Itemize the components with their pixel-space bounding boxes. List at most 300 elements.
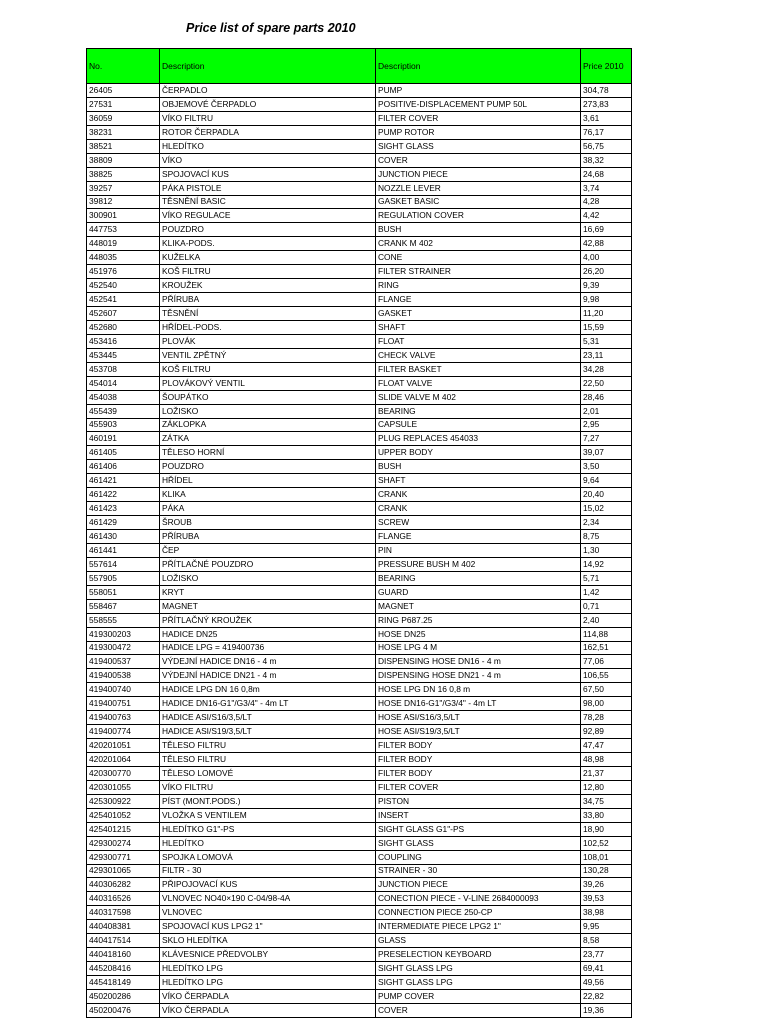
description-cz-cell: HADICE LPG = 419400736 — [160, 641, 376, 655]
part-number-cell: 461421 — [87, 474, 160, 488]
part-number-cell: 461406 — [87, 460, 160, 474]
description-en-cell: PUMP COVER — [376, 989, 581, 1003]
part-number-cell: 452541 — [87, 293, 160, 307]
table-row — [87, 474, 632, 488]
table-row — [87, 84, 632, 98]
part-number-cell: 557614 — [87, 557, 160, 571]
description-cz-cell: ČERPADLO — [160, 84, 376, 98]
price-cell: 2,40 — [581, 613, 632, 627]
description-en-cell: SIGHT GLASS G1"-PS — [376, 822, 581, 836]
part-number-cell: 455903 — [87, 418, 160, 432]
part-number-cell: 26405 — [87, 84, 160, 98]
table-row — [87, 794, 632, 808]
price-cell: 38,98 — [581, 906, 632, 920]
table-row — [87, 725, 632, 739]
price-cell: 130,28 — [581, 864, 632, 878]
part-number-cell: 448019 — [87, 237, 160, 251]
table-row — [87, 627, 632, 641]
part-number-cell: 419400763 — [87, 711, 160, 725]
price-cell: 56,75 — [581, 139, 632, 153]
description-cz-cell: HADICE DN25 — [160, 627, 376, 641]
description-cz-cell: MAGNET — [160, 599, 376, 613]
table-row — [87, 307, 632, 321]
description-en-cell: FILTER COVER — [376, 111, 581, 125]
table-row — [87, 320, 632, 334]
table-row — [87, 641, 632, 655]
part-number-cell: 454014 — [87, 376, 160, 390]
description-cz-cell: TĚLESO HORNÍ — [160, 446, 376, 460]
description-cz-cell: PŘIPOJOVACÍ KUS — [160, 878, 376, 892]
table-row — [87, 390, 632, 404]
part-number-cell: 451976 — [87, 265, 160, 279]
table-row — [87, 920, 632, 934]
table-row — [87, 97, 632, 111]
price-cell: 5,31 — [581, 334, 632, 348]
description-en-cell: BUSH — [376, 223, 581, 237]
price-cell: 1,42 — [581, 585, 632, 599]
description-en-cell: PUMP — [376, 84, 581, 98]
table-row — [87, 1003, 632, 1017]
table-row — [87, 934, 632, 948]
description-en-cell: CHECK VALVE — [376, 348, 581, 362]
part-number-cell: 38809 — [87, 153, 160, 167]
description-en-cell: FLANGE — [376, 530, 581, 544]
description-en-cell: SHAFT — [376, 474, 581, 488]
description-en-cell: SLIDE VALVE M 402 — [376, 390, 581, 404]
description-cz-cell: PÁKA PISTOLE — [160, 181, 376, 195]
description-cz-cell: VÝDEJNÍ HADICE DN16 - 4 m — [160, 655, 376, 669]
table-row — [87, 822, 632, 836]
part-number-cell: 419400537 — [87, 655, 160, 669]
price-cell: 76,17 — [581, 125, 632, 139]
price-cell: 8,75 — [581, 530, 632, 544]
description-en-cell: JUNCTION PIECE — [376, 167, 581, 181]
table-row — [87, 376, 632, 390]
price-cell: 9,64 — [581, 474, 632, 488]
description-cz-cell: POUZDRO — [160, 460, 376, 474]
price-cell: 4,00 — [581, 251, 632, 265]
description-en-cell: FLANGE — [376, 293, 581, 307]
description-en-cell: SCREW — [376, 516, 581, 530]
price-cell: 19,36 — [581, 1003, 632, 1017]
part-number-cell: 445208416 — [87, 962, 160, 976]
description-en-cell: MAGNET — [376, 599, 581, 613]
price-cell: 39,07 — [581, 446, 632, 460]
price-cell: 38,32 — [581, 153, 632, 167]
part-number-cell: 38521 — [87, 139, 160, 153]
price-cell: 47,47 — [581, 739, 632, 753]
price-cell: 22,82 — [581, 989, 632, 1003]
table-row — [87, 613, 632, 627]
description-cz-cell: HADICE DN16-G1"/G3/4" - 4m LT — [160, 697, 376, 711]
description-en-cell: COVER — [376, 153, 581, 167]
description-cz-cell: ROTOR ČERPADLA — [160, 125, 376, 139]
table-row — [87, 404, 632, 418]
description-cz-cell: SKLO HLEDÍTKA — [160, 934, 376, 948]
part-number-cell: 419400740 — [87, 683, 160, 697]
description-en-cell: SIGHT GLASS — [376, 836, 581, 850]
table-row — [87, 836, 632, 850]
description-en-cell: GLASS — [376, 934, 581, 948]
description-en-cell: FILTER STRAINER — [376, 265, 581, 279]
part-number-cell: 27531 — [87, 97, 160, 111]
description-en-cell: INSERT — [376, 808, 581, 822]
part-number-cell: 450200286 — [87, 989, 160, 1003]
description-en-cell: REGULATION COVER — [376, 209, 581, 223]
part-number-cell: 454038 — [87, 390, 160, 404]
price-cell: 48,98 — [581, 753, 632, 767]
description-en-cell: FLOAT VALVE — [376, 376, 581, 390]
description-en-cell: PLUG REPLACES 454033 — [376, 432, 581, 446]
part-number-cell: 440418160 — [87, 948, 160, 962]
table-row — [87, 697, 632, 711]
price-cell: 22,50 — [581, 376, 632, 390]
table-row — [87, 334, 632, 348]
price-cell: 34,75 — [581, 794, 632, 808]
part-number-cell: 420201051 — [87, 739, 160, 753]
description-en-cell: HOSE ASI/S16/3,5/LT — [376, 711, 581, 725]
price-cell: 26,20 — [581, 265, 632, 279]
part-number-cell: 429300274 — [87, 836, 160, 850]
description-en-cell: SIGHT GLASS LPG — [376, 962, 581, 976]
table-body — [87, 84, 632, 1018]
price-cell: 20,40 — [581, 488, 632, 502]
description-cz-cell: PLOVÁK — [160, 334, 376, 348]
description-en-cell: BUSH — [376, 460, 581, 474]
description-en-cell: HOSE LPG 4 M — [376, 641, 581, 655]
description-cz-cell: VÍKO FILTRU — [160, 780, 376, 794]
description-en-cell: STRAINER - 30 — [376, 864, 581, 878]
description-cz-cell: HADICE ASI/S16/3,5/LT — [160, 711, 376, 725]
description-en-cell: FILTER COVER — [376, 780, 581, 794]
description-en-cell: NOZZLE LEVER — [376, 181, 581, 195]
price-cell: 39,26 — [581, 878, 632, 892]
price-cell: 2,95 — [581, 418, 632, 432]
description-en-cell: CONECTION PIECE - V-LINE 2684000093 — [376, 892, 581, 906]
table-row — [87, 251, 632, 265]
description-cz-cell: KOŠ FILTRU — [160, 265, 376, 279]
price-cell: 18,90 — [581, 822, 632, 836]
part-number-cell: 39257 — [87, 181, 160, 195]
table-row — [87, 530, 632, 544]
table-row — [87, 502, 632, 516]
table-row — [87, 780, 632, 794]
table-row — [87, 167, 632, 181]
price-cell: 11,20 — [581, 307, 632, 321]
price-cell: 114,88 — [581, 627, 632, 641]
description-cz-cell: LOŽISKO — [160, 571, 376, 585]
part-number-cell: 420201064 — [87, 753, 160, 767]
part-number-cell: 440408381 — [87, 920, 160, 934]
description-cz-cell: VÝDEJNÍ HADICE DN21 - 4 m — [160, 669, 376, 683]
description-en-cell: SIGHT GLASS LPG — [376, 976, 581, 990]
part-number-cell: 36059 — [87, 111, 160, 125]
part-number-cell: 461430 — [87, 530, 160, 544]
part-number-cell: 461405 — [87, 446, 160, 460]
description-cz-cell: PŘÍRUBA — [160, 530, 376, 544]
price-cell: 49,56 — [581, 976, 632, 990]
part-number-cell: 558555 — [87, 613, 160, 627]
header-price: Price 2010 — [581, 49, 632, 84]
description-cz-cell: VÍKO ČERPADLA — [160, 989, 376, 1003]
table-row — [87, 543, 632, 557]
description-cz-cell: VÍKO ČERPADLA — [160, 1003, 376, 1017]
description-en-cell: UPPER BODY — [376, 446, 581, 460]
table-row — [87, 111, 632, 125]
price-cell: 67,50 — [581, 683, 632, 697]
description-en-cell: HOSE ASI/S19/3,5/LT — [376, 725, 581, 739]
price-cell: 39,53 — [581, 892, 632, 906]
price-cell: 5,71 — [581, 571, 632, 585]
price-cell: 1,30 — [581, 543, 632, 557]
price-cell: 106,55 — [581, 669, 632, 683]
part-number-cell: 557905 — [87, 571, 160, 585]
table-row — [87, 571, 632, 585]
description-cz-cell: KLIKA-PODS. — [160, 237, 376, 251]
part-number-cell: 429301065 — [87, 864, 160, 878]
price-cell: 21,37 — [581, 766, 632, 780]
description-cz-cell: HLEDÍTKO G1"-PS — [160, 822, 376, 836]
description-cz-cell: KUŽELKA — [160, 251, 376, 265]
part-number-cell: 425401215 — [87, 822, 160, 836]
table-row — [87, 265, 632, 279]
table-row — [87, 125, 632, 139]
table-row — [87, 557, 632, 571]
description-en-cell: GASKET — [376, 307, 581, 321]
description-en-cell: DISPENSING HOSE DN16 - 4 m — [376, 655, 581, 669]
table-row — [87, 655, 632, 669]
table-row — [87, 446, 632, 460]
page-title: Price list of spare parts 2010 — [186, 21, 356, 35]
description-cz-cell: KLÁVESNICE PŘEDVOLBY — [160, 948, 376, 962]
table-row — [87, 153, 632, 167]
table-row — [87, 223, 632, 237]
price-cell: 34,28 — [581, 362, 632, 376]
description-cz-cell: TĚLESO FILTRU — [160, 753, 376, 767]
part-number-cell: 425401052 — [87, 808, 160, 822]
description-en-cell: FLOAT — [376, 334, 581, 348]
table-row — [87, 753, 632, 767]
price-cell: 4,42 — [581, 209, 632, 223]
price-cell: 12,80 — [581, 780, 632, 794]
part-number-cell: 452680 — [87, 320, 160, 334]
part-number-cell: 453708 — [87, 362, 160, 376]
description-cz-cell: VÍKO REGULACE — [160, 209, 376, 223]
table-row — [87, 195, 632, 209]
description-en-cell: FILTER BODY — [376, 753, 581, 767]
table-row — [87, 711, 632, 725]
part-number-cell: 461423 — [87, 502, 160, 516]
description-en-cell: JUNCTION PIECE — [376, 878, 581, 892]
description-cz-cell: HŘÍDEL — [160, 474, 376, 488]
description-cz-cell: VENTIL ZPĚTNÝ — [160, 348, 376, 362]
part-number-cell: 440316526 — [87, 892, 160, 906]
part-number-cell: 300901 — [87, 209, 160, 223]
price-cell: 9,39 — [581, 279, 632, 293]
table-row — [87, 432, 632, 446]
table-row — [87, 279, 632, 293]
price-cell: 2,34 — [581, 516, 632, 530]
part-number-cell: 39812 — [87, 195, 160, 209]
part-number-cell: 38825 — [87, 167, 160, 181]
description-cz-cell: PŘÍRUBA — [160, 293, 376, 307]
table-row — [87, 488, 632, 502]
part-number-cell: 453416 — [87, 334, 160, 348]
description-cz-cell: ZÁTKA — [160, 432, 376, 446]
description-en-cell: RING — [376, 279, 581, 293]
description-en-cell: HOSE LPG DN 16 0,8 m — [376, 683, 581, 697]
price-cell: 8,58 — [581, 934, 632, 948]
description-en-cell: CONNECTION PIECE 250-CP — [376, 906, 581, 920]
table-row — [87, 362, 632, 376]
description-cz-cell: ŠROUB — [160, 516, 376, 530]
part-number-cell: 448035 — [87, 251, 160, 265]
table-row — [87, 962, 632, 976]
part-number-cell: 445418149 — [87, 976, 160, 990]
part-number-cell: 461422 — [87, 488, 160, 502]
part-number-cell: 419400774 — [87, 725, 160, 739]
description-cz-cell: TĚSNĚNÍ — [160, 307, 376, 321]
description-cz-cell: HLEDÍTKO LPG — [160, 962, 376, 976]
table-row — [87, 808, 632, 822]
part-number-cell: 440317598 — [87, 906, 160, 920]
description-en-cell: FILTER BASKET — [376, 362, 581, 376]
price-cell: 23,11 — [581, 348, 632, 362]
description-cz-cell: VLNOVEC — [160, 906, 376, 920]
table-row — [87, 237, 632, 251]
table-row — [87, 989, 632, 1003]
description-en-cell: PUMP ROTOR — [376, 125, 581, 139]
header-number: No. — [87, 49, 160, 84]
description-cz-cell: TĚLESO LOMOVÉ — [160, 766, 376, 780]
table-row — [87, 739, 632, 753]
part-number-cell: 429300771 — [87, 850, 160, 864]
part-number-cell: 419300472 — [87, 641, 160, 655]
table-row — [87, 599, 632, 613]
description-en-cell: COVER — [376, 1003, 581, 1017]
price-cell: 24,68 — [581, 167, 632, 181]
description-en-cell: PISTON — [376, 794, 581, 808]
description-cz-cell: ZÁKLOPKA — [160, 418, 376, 432]
description-en-cell: PIN — [376, 543, 581, 557]
description-en-cell: PRESELECTION KEYBOARD — [376, 948, 581, 962]
price-cell: 23,77 — [581, 948, 632, 962]
table-row — [87, 906, 632, 920]
description-en-cell: INTERMEDIATE PIECE LPG2 1" — [376, 920, 581, 934]
price-cell: 14,92 — [581, 557, 632, 571]
price-cell: 162,51 — [581, 641, 632, 655]
price-cell: 7,27 — [581, 432, 632, 446]
description-en-cell: HOSE DN16-G1"/G3/4" - 4m LT — [376, 697, 581, 711]
description-cz-cell: PŘÍTLAČNÉ POUZDRO — [160, 557, 376, 571]
description-en-cell: DISPENSING HOSE DN21 - 4 m — [376, 669, 581, 683]
table-row — [87, 418, 632, 432]
table-row — [87, 892, 632, 906]
price-cell: 304,78 — [581, 84, 632, 98]
part-number-cell: 461429 — [87, 516, 160, 530]
price-cell: 92,89 — [581, 725, 632, 739]
price-cell: 3,61 — [581, 111, 632, 125]
description-en-cell: FILTER BODY — [376, 766, 581, 780]
table-row — [87, 766, 632, 780]
table-row — [87, 669, 632, 683]
description-cz-cell: HŘÍDEL-PODS. — [160, 320, 376, 334]
table-row — [87, 585, 632, 599]
description-en-cell: SIGHT GLASS — [376, 139, 581, 153]
description-cz-cell: PŘÍTLAČNÝ KROUŽEK — [160, 613, 376, 627]
part-number-cell: 453445 — [87, 348, 160, 362]
price-cell: 3,50 — [581, 460, 632, 474]
price-cell: 108,01 — [581, 850, 632, 864]
description-cz-cell: HADICE ASI/S19/3,5/LT — [160, 725, 376, 739]
price-cell: 9,98 — [581, 293, 632, 307]
description-cz-cell: LOŽISKO — [160, 404, 376, 418]
description-cz-cell: ŠOUPÁTKO — [160, 390, 376, 404]
table-row — [87, 976, 632, 990]
part-number-cell: 461441 — [87, 543, 160, 557]
description-cz-cell: PÍST (MONT.PODS.) — [160, 794, 376, 808]
description-cz-cell: VLNOVEC NO40×190 C-04/98-4A — [160, 892, 376, 906]
description-cz-cell: KROUŽEK — [160, 279, 376, 293]
price-cell: 16,69 — [581, 223, 632, 237]
description-cz-cell: KRYT — [160, 585, 376, 599]
description-cz-cell: PÁKA — [160, 502, 376, 516]
description-cz-cell: VÍKO — [160, 153, 376, 167]
part-number-cell: 452540 — [87, 279, 160, 293]
description-en-cell: HOSE DN25 — [376, 627, 581, 641]
header-description-cz: Description — [160, 49, 376, 84]
table-row — [87, 181, 632, 195]
table-row — [87, 516, 632, 530]
table-row — [87, 139, 632, 153]
description-cz-cell: ČEP — [160, 543, 376, 557]
price-cell: 2,01 — [581, 404, 632, 418]
description-cz-cell: POUZDRO — [160, 223, 376, 237]
price-cell: 77,06 — [581, 655, 632, 669]
table-row — [87, 460, 632, 474]
price-cell: 273,83 — [581, 97, 632, 111]
part-number-cell: 420301055 — [87, 780, 160, 794]
description-cz-cell: PLOVÁKOVÝ VENTIL — [160, 376, 376, 390]
price-cell: 15,02 — [581, 502, 632, 516]
description-en-cell: CRANK — [376, 488, 581, 502]
price-cell: 98,00 — [581, 697, 632, 711]
description-en-cell: FILTER BODY — [376, 739, 581, 753]
description-en-cell: COUPLING — [376, 850, 581, 864]
description-en-cell: CONE — [376, 251, 581, 265]
table-row — [87, 683, 632, 697]
part-number-cell: 440417514 — [87, 934, 160, 948]
description-cz-cell: HLEDÍTKO — [160, 139, 376, 153]
table-row — [87, 209, 632, 223]
price-cell: 15,59 — [581, 320, 632, 334]
price-list-table — [86, 48, 632, 1018]
price-cell: 4,28 — [581, 195, 632, 209]
part-number-cell: 452607 — [87, 307, 160, 321]
part-number-cell: 419400538 — [87, 669, 160, 683]
part-number-cell: 38231 — [87, 125, 160, 139]
description-cz-cell: HADICE LPG DN 16 0,8m — [160, 683, 376, 697]
description-en-cell: CAPSULE — [376, 418, 581, 432]
part-number-cell: 450200476 — [87, 1003, 160, 1017]
part-number-cell: 440306282 — [87, 878, 160, 892]
price-cell: 102,52 — [581, 836, 632, 850]
description-cz-cell: VÍKO FILTRU — [160, 111, 376, 125]
description-cz-cell: SPOJOVACÍ KUS LPG2 1" — [160, 920, 376, 934]
table-row — [87, 348, 632, 362]
price-cell: 69,41 — [581, 962, 632, 976]
part-number-cell: 558467 — [87, 599, 160, 613]
